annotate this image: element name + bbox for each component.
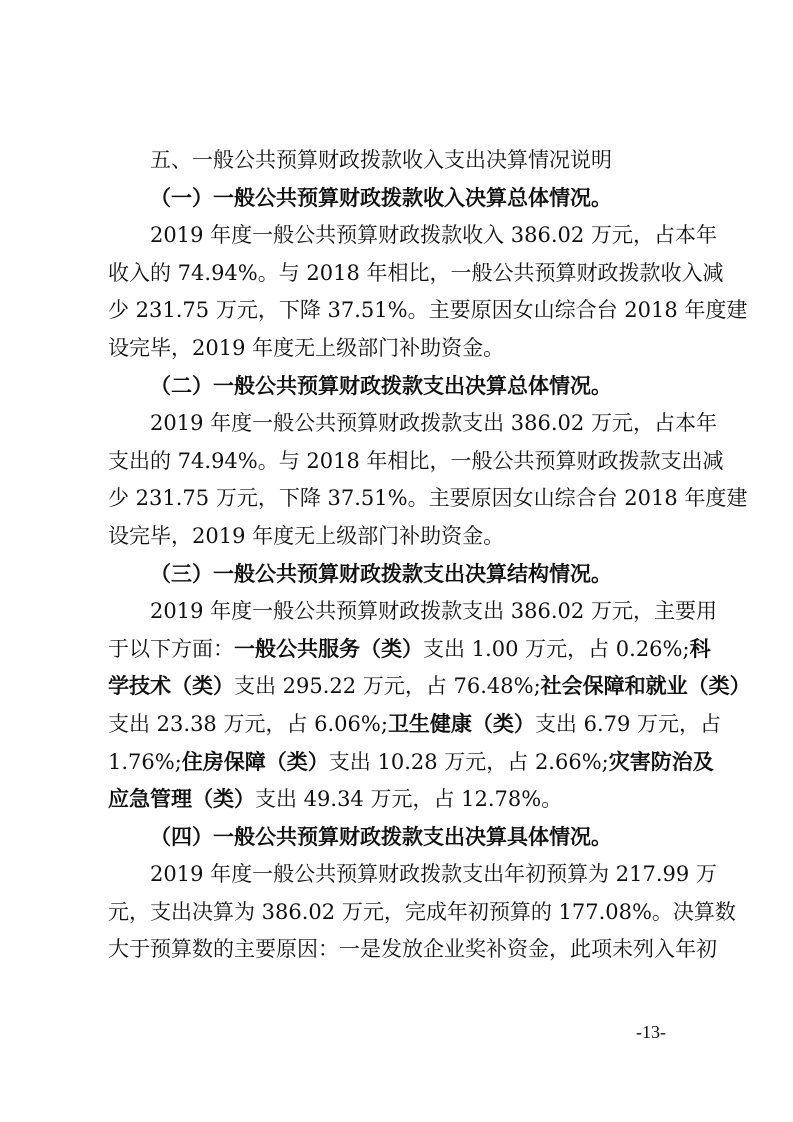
category-science-tech-part1: 科 bbox=[689, 636, 711, 661]
sub4-line-2: 元，支出决算为 386.02 万元，完成年初预算的 177.08%。决算数 bbox=[108, 899, 736, 924]
sub3-line-1: 2019 年度一般公共预算财政拨款支出 386.02 万元，主要用 bbox=[150, 599, 717, 624]
sub3-text: 1.76%; bbox=[108, 749, 182, 774]
sub2-line-1: 2019 年度一般公共预算财政拨款支出 386.02 万元，占本年 bbox=[150, 411, 717, 436]
document-page bbox=[108, 142, 751, 969]
sub3-text: 支出 23.38 万元，占 6.06%; bbox=[108, 711, 388, 736]
sub3-line-2 bbox=[108, 631, 711, 669]
sub2-heading: （二）一般公共预算财政拨款支出决算总体情况。 bbox=[150, 373, 612, 398]
sub1-line-2: 收入的 74.94%。与 2018 年相比，一般公共预算财政拨款收入减 bbox=[108, 260, 724, 285]
sub3-line-4 bbox=[108, 706, 722, 744]
section-title: 五、一般公共预算财政拨款收入支出决算情况说明 bbox=[150, 148, 612, 172]
sub2-line-2: 支出的 74.94%。与 2018 年相比，一般公共预算财政拨款支出减 bbox=[108, 448, 724, 473]
page-number: -13- bbox=[636, 1022, 666, 1042]
category-disaster-part1: 灾害防治及 bbox=[608, 749, 714, 774]
sub3-text: 支出 6.79 万元，占 bbox=[534, 711, 722, 736]
sub3-text: 于以下方面： bbox=[108, 636, 234, 661]
category-social-security: 社会保障和就业（类） bbox=[540, 674, 751, 699]
sub4-line-3: 大于预算数的主要原因：一是发放企业奖补资金，此项未列入年初 bbox=[108, 937, 717, 962]
sub2-line-4: 设完毕，2019 年度无上级部门补助资金。 bbox=[108, 523, 505, 548]
category-science-tech-part2: 学技术（类） bbox=[108, 674, 234, 699]
sub3-line-6 bbox=[108, 781, 690, 819]
category-general-public-services: 一般公共服务（类） bbox=[234, 636, 423, 661]
category-housing: 住房保障（类） bbox=[181, 749, 329, 774]
sub1-line-3: 少 231.75 万元，下降 37.51%。主要原因女山综合台 2018 年度建 bbox=[108, 298, 748, 323]
sub1-line-1: 2019 年度一般公共预算财政拨款收入 386.02 万元，占本年 bbox=[150, 223, 717, 248]
sub3-text: 支出 1.00 万元，占 0.26%; bbox=[423, 636, 690, 661]
sub4-line-1: 2019 年度一般公共预算财政拨款支出年初预算为 217.99 万 bbox=[150, 862, 717, 887]
sub3-text: 支出 49.34 万元，占 12.78%。 bbox=[255, 787, 563, 812]
sub1-heading: （一）一般公共预算财政拨款收入决算总体情况。 bbox=[150, 185, 612, 210]
sub3-text: 支出 295.22 万元，占 76.48%; bbox=[234, 674, 541, 699]
sub2-line-3: 少 231.75 万元，下降 37.51%。主要原因女山综合台 2018 年度建 bbox=[108, 486, 748, 511]
sub3-heading: （三）一般公共预算财政拨款支出决算结构情况。 bbox=[150, 561, 612, 586]
category-health: 卫生健康（类） bbox=[387, 711, 535, 736]
sub4-heading: （四）一般公共预算财政拨款支出决算具体情况。 bbox=[150, 824, 612, 849]
category-disaster-part2: 应急管理（类） bbox=[108, 787, 255, 812]
sub1-line-4: 设完毕，2019 年度无上级部门补助资金。 bbox=[108, 335, 505, 360]
sub3-line-3 bbox=[108, 668, 751, 706]
sub3-line-5 bbox=[108, 744, 714, 782]
sub3-text: 支出 10.28 万元，占 2.66%; bbox=[328, 749, 609, 774]
